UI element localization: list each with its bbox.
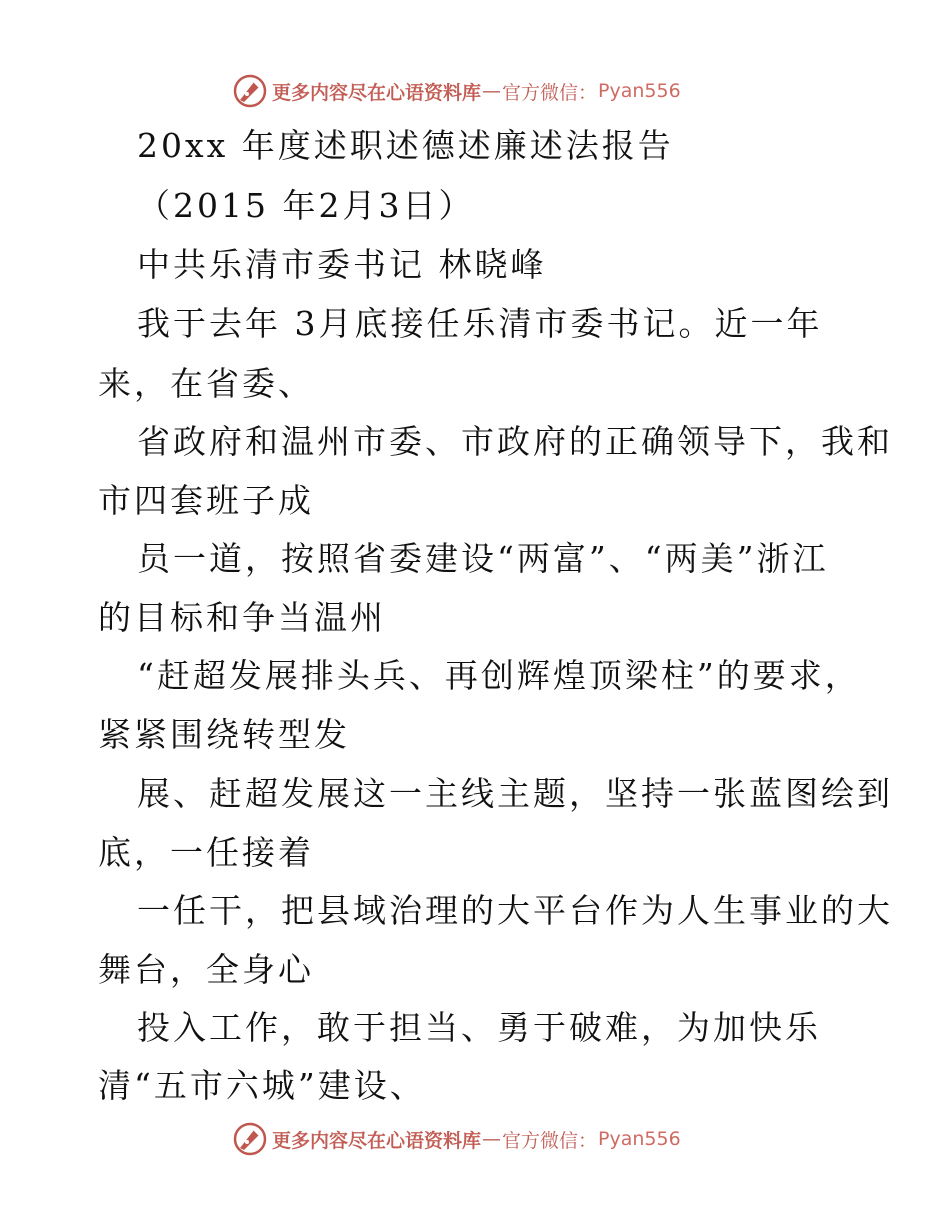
watermark-header xyxy=(232,73,681,109)
body-line: “赶超发展排头兵、再创辉煌顶梁柱”的要求， xyxy=(137,656,861,695)
watermark-dash: — xyxy=(482,1128,502,1150)
document-date: （2015 年2月3日） xyxy=(137,186,475,225)
pen-nib-logo-icon xyxy=(232,1121,268,1157)
body-line: 投入工作，敢于担当、勇于破难，为加快乐 xyxy=(137,1008,821,1047)
body-line: 展、赶超发展这一主线主题，坚持一张蓝图绘到 xyxy=(137,774,893,813)
watermark-text: 更多内容尽在心语资料库 xyxy=(272,1129,482,1152)
body-line: 紧紧围绕转型发 xyxy=(98,715,350,754)
body-line: 底，一任接着 xyxy=(98,833,314,872)
document-author: 中共乐清市委书记 林晓峰 xyxy=(137,245,547,284)
body-line: 清“五市六城”建设、 xyxy=(98,1066,426,1105)
watermark-text: 更多内容尽在心语资料库 xyxy=(272,81,482,104)
body-line: 一任干，把县域治理的大平台作为人生事业的大 xyxy=(137,891,893,930)
watermark-id: Pyan556 xyxy=(598,1128,681,1150)
body-line: 的目标和争当温州 xyxy=(98,598,386,637)
body-line: 员一道，按照省委建设“两富”、“两美”浙江 xyxy=(137,539,829,578)
watermark-dash: — xyxy=(482,80,502,102)
body-line: 我于去年 3月底接任乐清市委书记。近一年 xyxy=(137,304,823,343)
pen-nib-logo-icon xyxy=(232,73,268,109)
watermark-id: Pyan556 xyxy=(598,80,681,102)
body-line: 来，在省委、 xyxy=(98,364,314,403)
watermark-label: 官方微信： xyxy=(502,81,598,104)
body-line: 市四套班子成 xyxy=(98,481,314,520)
watermark-label: 官方微信： xyxy=(502,1129,598,1152)
watermark-footer xyxy=(232,1121,681,1157)
body-line: 省政府和温州市委、市政府的正确领导下，我和 xyxy=(137,422,893,461)
body-line: 舞台，全身心 xyxy=(98,950,314,989)
document-title: 20xx 年度述职述德述廉述法报告 xyxy=(137,126,674,165)
